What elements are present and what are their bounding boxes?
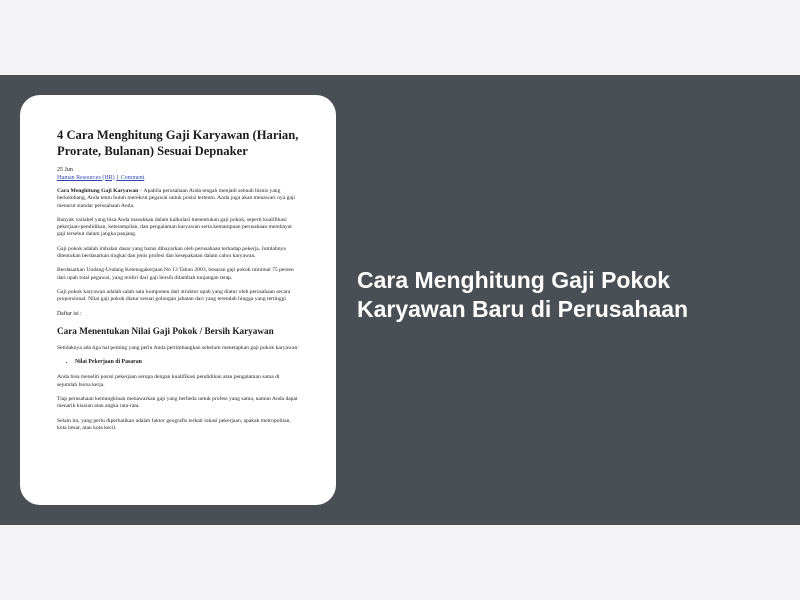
comments-link[interactable]: 1 Comment [116,174,145,181]
article-title: 4 Cara Menghitung Gaji Karyawan (Harian, Prorate, Bulanan) Sesuai Depnaker [57,128,299,158]
paragraph-6: Setidaknya ada tiga hal penting yang perlu Anda pertimbangkan sebelum menetapkan gaji pokok karyawan: [57,344,299,351]
article-preview-card[interactable] [20,95,336,505]
intro-bold-text: Cara Menghitung Gaji Karyawan [57,188,139,194]
paragraph-5: Gaji pokok karyawan adalah salah satu komponen dari struktur upah yang diatur oleh perusahaan secara proporsional. Nilai gaji pokok diatur sesuai golongan jabatan dari yang terendah hingga yang tertinggi [57,288,291,303]
intro-paragraph [57,188,300,210]
paragraph-4: Berdasarkan Undang-Undang Ketenagakerjaan No 13 Tahun 2003, besaran gaji pokok minimal 75 persen dari upah total pegawai, yang terdiri dari gaji bersih ditambah tunjangan tetap. [57,267,294,281]
list-item: • Nilai Pekerjaan di Pasaran [75,359,300,367]
paragraph-7: Anda bisa meneliti posisi pekerjaan serupa dengan kualifikasi pendidikan atau pengalaman sama di sejumlah bursa kerja. [57,374,280,388]
paragraph-2: Banyak variabel yang bisa Anda masukkan dalam kalkulasi menentukan gaji pokok, seperti kualifikasi pekerjaan-pendidikan, keterampilan, dan pengalaman karyawan serta kemampuan perusahaan membayar gaji tersebut dalam jangka panjang. [57,216,293,238]
paragraph-8: Tiap perusahaan kemungkinan menawarkan gaji yang berbeda untuk profesi yang sama, namun Anda dapat menarik kisaran atau angka rata-rata. [57,395,298,410]
intro-text: – Apabila perusahaan Anda tengah menjadi sebuah bisnis yang berkembang, Anda tentu butuh merekrut pegawai untuk posisi tertentu. Anda juga akan menawari nya gaji menurut standar perusahaan Anda. [57,188,295,209]
page-headline: Cara Menghitung Gaji Pokok Karyawan Baru di Perusahaan [357,267,689,322]
criteria-list [57,359,300,367]
paragraph-3: Gaji pokok adalah imbalan dasar yang harus dibayarkan oleh perusahaan terhadap pekerja. Jumlahnya ditentukan berdasarkan tingkat dan jenis profesi dan kesepakatan dalam calon karyawan. [57,245,286,260]
table-of-contents-label: Daftar isi : [57,310,82,317]
article-meta [57,167,300,182]
category-link[interactable]: Human Resources (HR) [57,174,115,181]
paragraph-9: Selain itu, yang perlu diperhatikan adalah faktor geografis terkait lokasi pekerjaan, apakah metropolitan, kota besar, atau kota kecil. [57,417,291,431]
article-date: 25 Jun [57,167,73,173]
section-heading: Cara Menentukan Nilai Gaji Pokok / Bersih Karyawan [57,325,274,336]
